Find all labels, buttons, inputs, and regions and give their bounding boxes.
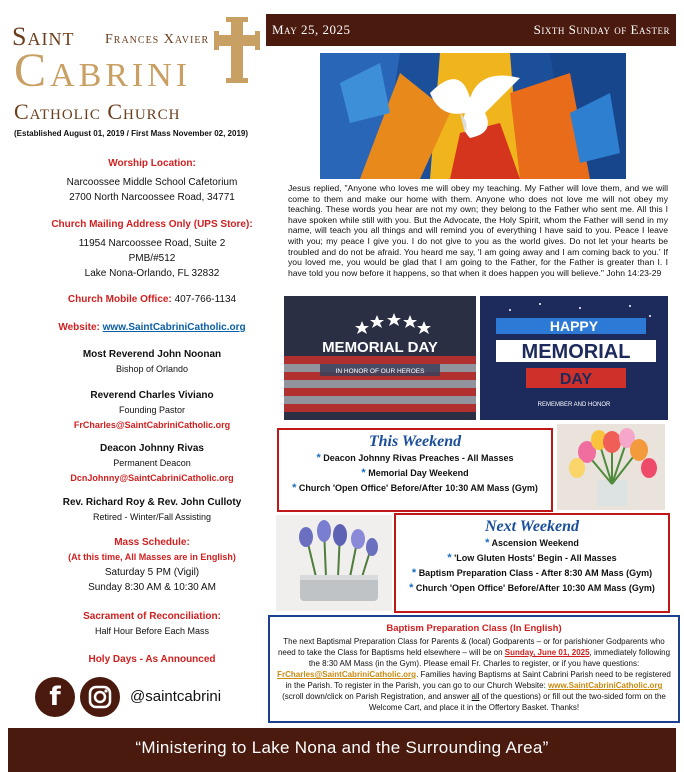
- star-icon: *: [485, 537, 490, 549]
- next-weekend-item: * Church 'Open Office' Before/After 10:30 AM Mass (Gym): [409, 582, 655, 594]
- next-weekend-item: * 'Low Gluten Hosts' Begin - All Masses: [447, 552, 617, 564]
- deacon-role: Permanent Deacon: [113, 458, 191, 468]
- baptism-text: The next Baptismal Preparation Class for Parents & (local) Godparents – or for parishioner Godparents who need to take the Class for Baptisms held elsewhere – will be on: [277, 637, 665, 657]
- social-handle[interactable]: @saintcabrini: [130, 688, 222, 705]
- pastor-role: Founding Pastor: [118, 405, 186, 415]
- day-text: DAY: [559, 371, 593, 388]
- mailing-line3: Lake Nona-Orlando, FL 32832: [84, 268, 220, 279]
- baptism-text: (scroll down/click on Parish Registration, and answer: [282, 692, 472, 701]
- baptism-all: all: [471, 692, 480, 701]
- masthead-catholic-church: Catholic Church: [14, 99, 181, 124]
- footer-bar: [8, 728, 676, 772]
- memorial-day-subtitle: IN HONOR OF OUR HEROES: [335, 368, 425, 375]
- facebook-glyph: f: [49, 682, 61, 712]
- baptism-text: , immediately following the 8:30 AM Mass (in the Gym). Please email Fr. Charles to register, or if you have questions:: [308, 648, 671, 668]
- star-icon: *: [409, 582, 414, 594]
- baptism-text: of the questions) or fill out the two-sided form on the Welcome Cart, and place it in the Offertory Basket. Thanks!: [368, 692, 666, 712]
- happy-text: HAPPY: [549, 318, 599, 334]
- memorial-text: MEMORIAL: [521, 341, 631, 363]
- retired-block: [20, 495, 284, 525]
- retired-names: Rev. Richard Roy & Rev. John Culloty: [62, 497, 242, 508]
- website-link[interactable]: www.SaintCabriniCatholic.org: [102, 322, 246, 333]
- mass-saturday: Saturday 5 PM (Vigil): [104, 567, 200, 578]
- baptism-date: Sunday, June 01, 2025: [504, 648, 590, 657]
- baptism-email-link[interactable]: FrCharles@SaintCabriniCatholic.org: [277, 670, 417, 679]
- date: May 25, 2025: [272, 22, 351, 37]
- retired-role: Retired - Winter/Fall Assisting: [92, 512, 212, 522]
- bishop-block: [20, 347, 284, 377]
- mobile-label: Church Mobile Office:: [67, 294, 172, 305]
- gospel-passage: [288, 183, 668, 278]
- cross-icon: [212, 15, 262, 85]
- star-icon: *: [292, 482, 297, 494]
- mass-schedule: [20, 535, 284, 595]
- deacon-email[interactable]: DcnJohnny@SaintCabriniCatholic.org: [70, 473, 234, 483]
- holy-days-text: Holy Days - As Announced: [88, 654, 216, 665]
- next-weekend-item: * Baptism Preparation Class - After 8:30 AM Mass (Gym): [411, 567, 653, 579]
- baptism-title: Baptism Preparation Class (In English): [386, 623, 562, 634]
- mass-note: (At this time, All Masses are in English): [68, 552, 236, 562]
- worship-line1: Narcoossee Middle School Cafetorium: [66, 177, 238, 188]
- mailing-address: [20, 217, 284, 281]
- instagram-icon[interactable]: [80, 677, 120, 717]
- mailing-line1: 11954 Narcoossee Road, Suite 2: [78, 238, 226, 249]
- this-weekend-item: * Memorial Day Weekend: [361, 467, 469, 479]
- pastor-block: [20, 388, 284, 433]
- worship-title: Worship Location:: [108, 158, 196, 169]
- this-weekend-item: * Deacon Johnny Rivas Preaches - All Masses: [316, 452, 514, 464]
- gospel-citation: John 14:23-29: [606, 267, 662, 278]
- next-weekend-box: [394, 513, 670, 613]
- mass-sunday: Sunday 8:30 AM & 10:30 AM: [88, 582, 216, 593]
- star-icon: *: [361, 467, 366, 479]
- remember-text: REMEMBER AND HONOR: [537, 402, 611, 408]
- instagram-glyph: [80, 677, 120, 717]
- baptism-class-box: [268, 615, 680, 723]
- established-note: (Established August 01, 2019 / First Mass November 02, 2019): [14, 129, 249, 138]
- next-weekend-item: * Ascension Weekend: [485, 537, 579, 549]
- next-weekend-title: Next Weekend: [484, 518, 580, 535]
- star-icon: *: [316, 452, 321, 464]
- baptism-body: [270, 634, 678, 713]
- mass-title: Mass Schedule:: [114, 537, 190, 548]
- bishop-role: Bishop of Orlando: [115, 364, 189, 374]
- mobile-number: 407-766-1134: [174, 294, 237, 305]
- mobile-office: [20, 292, 284, 307]
- worship-line2: 2700 North Narcoossee Road, 34771: [69, 192, 235, 203]
- flowers-planter-image: [276, 515, 392, 611]
- this-weekend-item: * Church 'Open Office' Before/After 10:30 AM Mass (Gym): [292, 482, 538, 494]
- bishop-name: Most Reverend John Noonan: [82, 349, 222, 360]
- masthead-cabrini: Cabrini: [14, 44, 192, 97]
- footer-motto: “Ministering to Lake Nona and the Surrounding Area”: [135, 738, 549, 757]
- website-label: Website:: [58, 322, 100, 333]
- liturgical-sunday: Sixth Sunday of Easter: [533, 22, 670, 37]
- masthead-frances-xavier: Frances Xavier: [105, 32, 210, 47]
- mailing-title: Church Mailing Address Only (UPS Store):: [51, 219, 253, 230]
- recon-time: Half Hour Before Each Mass: [94, 626, 210, 636]
- this-weekend-box: [277, 428, 553, 512]
- pastor-email[interactable]: FrCharles@SaintCabriniCatholic.org: [73, 420, 231, 430]
- masthead-saint: Saint: [12, 22, 75, 51]
- memorial-day-title: MEMORIAL DAY: [322, 339, 438, 356]
- happy-memorial-day-image: [480, 296, 668, 420]
- website-line: [20, 320, 284, 335]
- baptism-website-link[interactable]: www.SaintCabriniCatholic.org: [548, 681, 663, 690]
- baptism-text: . Families having Baptisms at Saint Cabrini Parish need to be registered in the Parish. To register in the Parish, you can go to our Church Website:: [285, 670, 671, 690]
- star-icon: *: [411, 567, 417, 579]
- tulips-image: [557, 424, 665, 510]
- recon-title: Sacrament of Reconciliation:: [83, 611, 221, 622]
- gospel-text: Jesus replied, "Anyone who loves me will obey my teaching. My Father will love them, and we will come to them and make our home with them. Anyone who does not love me will not obey my teaching. These words you hear are not my own; they belong to the Father who sent me. All this I have spoken while still with you. But the Advocate, the Holy Spirit, whom the Father will send in my name, will teach you all things and will remind you of everything I have said to you. Peace I leave with you; my peace I give you. I do not give to you as the world gives. Do not let your hearts be troubled and do not be afraid. You heard me say, 'I am going away and I am coming back to you.' If you loved me, you would be glad that I am going to the Father, for the Father is greater than I. I have told you now before it happens, so that when it does happen you will believe.": [288, 183, 668, 278]
- this-weekend-title: This Weekend: [368, 433, 462, 450]
- holy-spirit-dove-image: [320, 53, 626, 179]
- memorial-day-flag-image: [284, 296, 476, 420]
- holy-days: [20, 652, 284, 667]
- worship-location: [20, 156, 284, 205]
- date-bar: [266, 14, 676, 46]
- mailing-line2: PMB/#512: [128, 253, 176, 264]
- deacon-block: [20, 441, 284, 486]
- star-icon: *: [447, 552, 452, 564]
- pastor-name: Reverend Charles Viviano: [90, 390, 214, 401]
- deacon-name: Deacon Johnny Rivas: [100, 443, 204, 454]
- facebook-icon[interactable]: [35, 677, 75, 717]
- reconciliation: [20, 609, 284, 639]
